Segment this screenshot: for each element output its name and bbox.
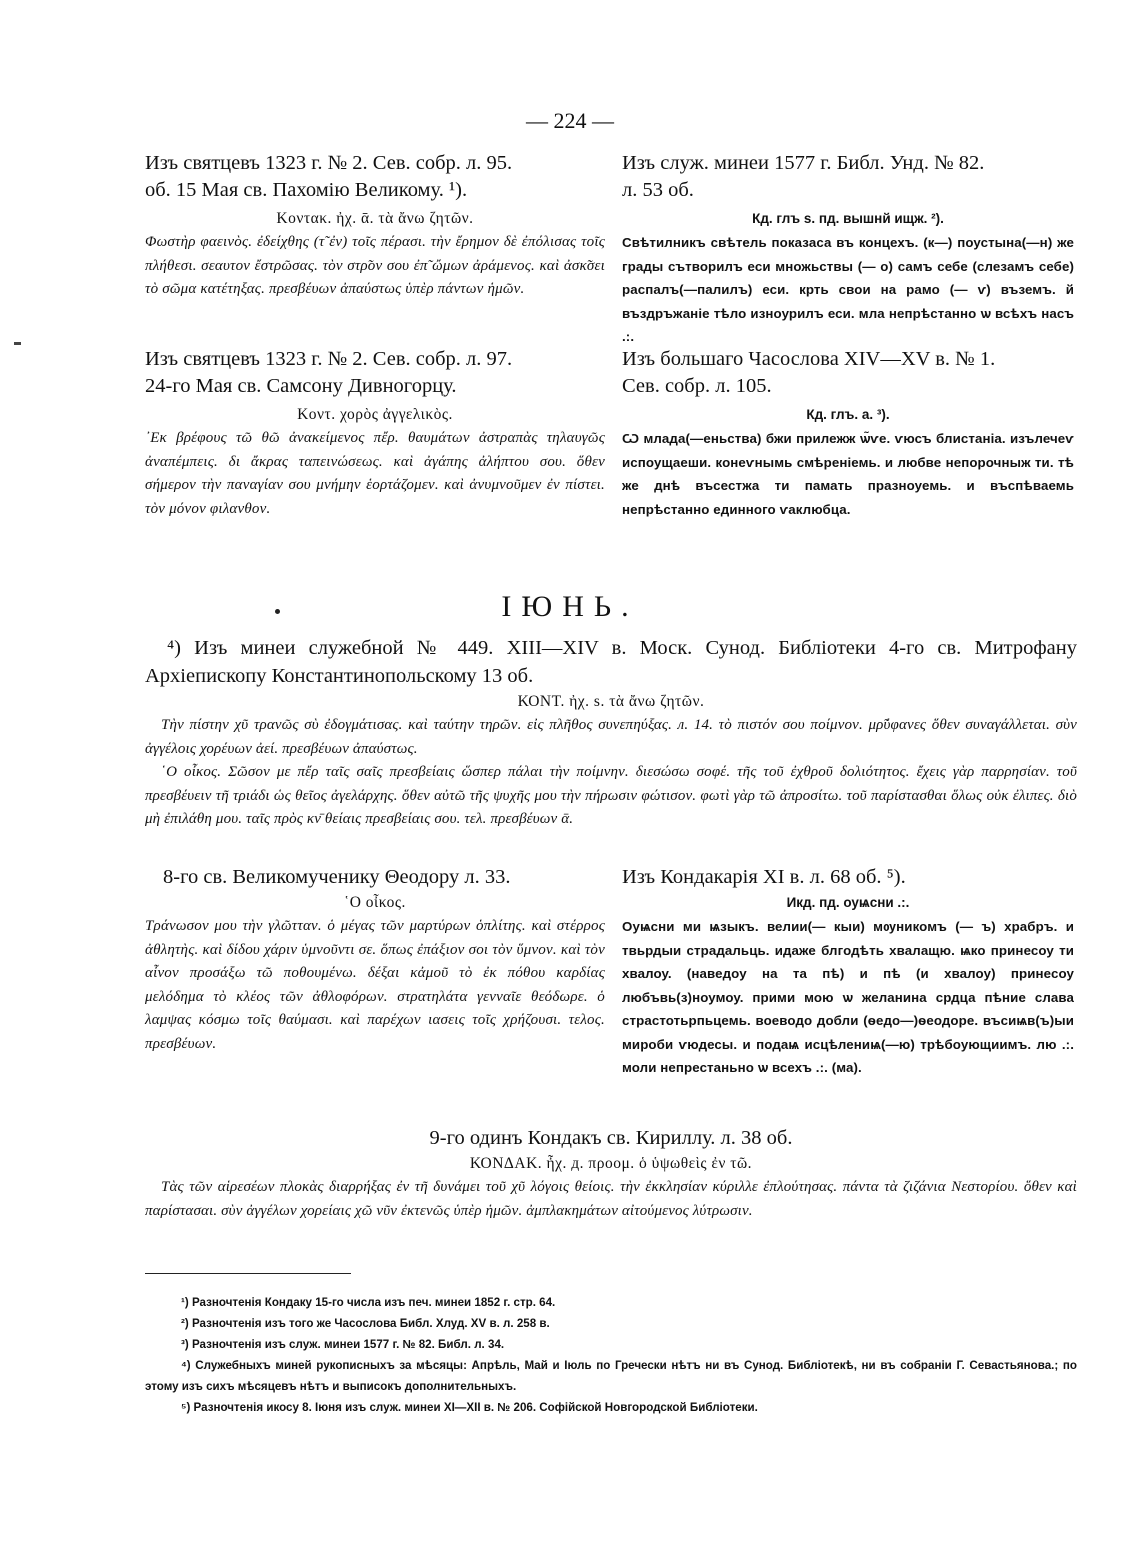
footnote bbox=[145, 1397, 1077, 1418]
entry-subtitle: Κοντ. χορὸς ἀγγελικὸς. bbox=[297, 406, 453, 423]
greek-text: Τράνωσον μου τὴν γλῶτταν. ὁ μέγας τῶν μαρτύρων ὁπλίτης. καὶ στέρρος ἀθλητὴς. καὶ δίδου χάριν ὑμνοῦντι σε. ὅπως ἐπάξιον σοι τὸν ὕμνον. καὶ τὸν αἶνον προσάξω τῶ ποθουμένω. δέξαι κἀμοῦ τὸ ἐκ πόθου καρδίας μελόδημα τὸ κλέος τῶν ἀθλοφόρων. στρατηλάτα γενναῖε θεόδωρε. ὁ λαμψας κόσμω τοῖς θαύμασι. καὶ παρέχων ιασεις τοῖς χρήζουσι. τελος. πρεσβέυων. bbox=[145, 918, 605, 1052]
footnote-rule bbox=[145, 1273, 351, 1274]
slavonic-text: Оуѩсни ми ѩзыкъ. велии(— кыи) мѹникомъ (— ъ) храбръ. и твьрдыи страдальць. идаже блгодѣть хвалащю. ѩко принесоу ти хвалоу. (наведоу на та пѣ) и пѣ (и хвалоу) принесоу любъвь(з)ноумоу. прими мою ѡ желанина срдца пѣние слава страстотьрпьцемь. воеводо добли (ѳедо—)ѳеодоре. въсиѩв(ъ)ыи мироби ѵюдесы. и подаѩ исцѣлениѩ(—ю) трѣбоующиимъ. лю .:. моли непрестаньно ѡ всехъ .:. (ма). bbox=[622, 919, 1074, 1075]
heading-line: Изъ большаго Часослова XIV—XV в. № 1. bbox=[622, 348, 996, 370]
greek-text: ᾿Εκ βρέφους τῶ θῶ ἀνακείμενος πἔρ. θαυμάτων ἀστραπὰς τηλαυγῶς ἀναπέμπεις. δι ἄκρας ταπεινώσεως. καὶ ἀγάπης ἀλήπτου σου. ὅθεν σήμερον τὴν παναγίαν σου μνήμην ἑορτάζομεν. καὶ ἀνυμνοῦμεν ἐν πίστει. τὸν μόνον φιλανθον. bbox=[145, 430, 605, 517]
entry-heading bbox=[145, 150, 605, 204]
footnote-text: Разночтенія икосу 8. Іюня изъ служ. минеи XI—XII в. № 206. Софійской Новгородской Библіотеки. bbox=[193, 1401, 758, 1414]
greek-oikos: ῾Ο οἶκος. Σῶσον με πἔρ ταῖς σαῖς πρεσβείαις ὥσπερ πάλαι τὴν ποίμνην. διεσώσω σοφέ. τῆς τοῦ ἐχθροῦ δολιότητος. ἔχεις γὰρ παρρησίαν. τοῦ πρεσβέυειν τῆ τριάδι ὡς θεῖος ἀγελάρχης. ὅθεν αὐτῶ τῆς ψυχῆς μου τὴν πήρωσιν φώτισον. φωτὶ γὰρ τῶ ἀπροσίτω. τοῦ παρίστασθαι ὅλως οὐκ ἐλιπες. διὸ μὴ ἐπιλάθη μου. ταῖς πρὸς κν̄ θείαις πρεσβείαις σου. τελ. πρεσβέυων ᾱ. bbox=[145, 764, 1077, 828]
entry-subtitle: ῾Ο οἶκος. bbox=[344, 894, 406, 911]
footnote-mark: ⁵) bbox=[181, 1401, 191, 1414]
footnote-mark: ³) bbox=[181, 1338, 189, 1351]
heading-line: ⁴) Изъ минеи служебной № 449. XIII—XIV в. Моск. Сунод. Библіотеки 4-го св. Митрофану bbox=[167, 637, 1077, 659]
footnote-text: Разночтенія Кондаку 15-го числа изъ печ. минеи 1852 г. стр. 64. bbox=[191, 1296, 556, 1309]
entry-heading: 9-го одинъ Кондакъ св. Кириллу. л. 38 об. bbox=[429, 1127, 793, 1149]
slavonic-text: Ѡ млада(—еньства) бжи прилежж ѡ̃ѵе. ѵюсъ блистаніа. изълечеѵ испоущаеши. конеѵнымь смѣреніемь. и любве непорочныж ти. тѣ же днѣ въсестжа ти памать празноуемь. и въспѣваемь непрѣстанно единного ѵаклюбца. bbox=[622, 431, 1074, 517]
footnotes bbox=[145, 1292, 1077, 1418]
slavonic-text: Свѣтилникъ свѣтель показаса въ концехъ. (к—) поустына(—н) же грады сътворилъ еси множьствы (— о) самъ себе (слезамъ себе) распалъ(—палилъ) еси. крть свои на рамо (— ѵ) въземъ. й въздръжаніе тѣло изноурилъ еси. мла непрѣстанно ѡ всѣхъ насъ .:. bbox=[622, 235, 1074, 344]
footnote-mark: ⁴) bbox=[181, 1359, 191, 1372]
month-heading: ІЮНЬ. bbox=[501, 590, 639, 623]
footnote bbox=[145, 1355, 1077, 1397]
entry-heading bbox=[145, 634, 1077, 690]
footnote-text: Разночтенія изъ служ. минеи 1577 г. № 82. Библ. л. 34. bbox=[191, 1338, 505, 1351]
entry-heading bbox=[622, 150, 1074, 204]
entry-subtitle: Икд. пд. оуѩсни .:. bbox=[786, 895, 910, 910]
footnote-mark: ¹) bbox=[181, 1296, 189, 1309]
left-entry-pachomius bbox=[145, 150, 605, 302]
footnote-mark: ²) bbox=[181, 1317, 189, 1330]
heading-line: об. 15 Мая св. Пахомію Великому. ¹). bbox=[145, 179, 468, 201]
footnote-text: Служебныхъ миней рукописныхъ за мѣсяцы: Апрѣль, Май и Іюль по Гречески нѣтъ ни въ Сунод. Библіотекѣ, ни въ собраніи Г. Севастьянова.; по этому изъ сихъ мѣсяцевъ нѣтъ и выписокъ дополнительныхъ. bbox=[145, 1359, 1077, 1393]
heading-line: Архіепископу Константинопольскому 13 об. bbox=[145, 665, 534, 687]
june-entry-kirill bbox=[145, 1124, 1077, 1223]
entry-subtitle: Κοντακ. ἠχ. ᾱ. τὰ ἄνω ζητῶν. bbox=[276, 210, 474, 227]
entry-subtitle: Кд. глъ. а. ³). bbox=[806, 407, 890, 422]
entry-subtitle: Кд. глъ ѕ. пд. вышнй ищж. ²). bbox=[752, 211, 944, 226]
scan-mark bbox=[14, 342, 21, 345]
heading-line: Изъ служ. минеи 1577 г. Библ. Унд. № 82. bbox=[622, 152, 985, 174]
left-entry-samson bbox=[145, 346, 605, 521]
greek-text: Τὰς τῶν αἱρεσέων πλοκὰς διαρρήξας ἐν τῆ δυνάμει τοῦ χῦ λόγοις θείοις. τὴν ἐκκλησίαν κύριλλε ἐπλούτησας. πάντα τὰ ζιζάνια Νεστορίου. ὅθεν καὶ παρίστασαι. σὺν ἀγγέλων χορείαις χῶ νῦν ἐκτενῶς ὑπὲρ ἡμῶν. ἀμπλακημάτων αἰτούμενος λύτρωσιν. bbox=[145, 1179, 1077, 1219]
june-entry-metrophanes bbox=[145, 634, 1077, 832]
entry-heading bbox=[622, 346, 1074, 400]
entry-heading: Изъ Кондакарія XI в. л. 68 об. ⁵). bbox=[622, 866, 906, 888]
entry-subtitle: ΚΟΝΔΑΚ. ἦχ. д. προομ. ὁ ὑψωθεὶς ἐν τῶ. bbox=[469, 1155, 753, 1172]
footnote bbox=[145, 1334, 1077, 1355]
greek-kontakion: Τὴν πίστην χῦ τρανῶς σὺ ἐδογμάτισας. καὶ ταύτην τηρῶν. εἰς πλῆθος συνεπηύξας. л. 14. τὸ πιστόν σου ποίμνον. μρ̃ύφανες ὅθεν συναγάλλεται. σὺν ἀγγέλοις χορέυων ἀεί. πρεσβέυων ἀπαύστως. bbox=[145, 717, 1077, 757]
heading-line: Сев. собр. л. 105. bbox=[622, 375, 772, 397]
heading-line: Изъ святцевъ 1323 г. № 2. Сев. собр. л. 95. bbox=[145, 152, 513, 174]
heading-line: 24-го Мая св. Самсону Дивногорцу. bbox=[145, 375, 457, 397]
entry-subtitle: ΚΟΝΤ. ἠχ. ѕ. τὰ ἄνω ζητῶν. bbox=[517, 693, 705, 710]
footnote-text: Разночтенія изъ того же Часослова Библ. Хлуд. XV в. л. 258 в. bbox=[191, 1317, 550, 1330]
heading-line: л. 53 об. bbox=[622, 179, 694, 201]
left-entry-theodore bbox=[145, 864, 605, 1056]
footnote bbox=[145, 1292, 1077, 1313]
right-entry-kondakary bbox=[622, 864, 1074, 1080]
footnote bbox=[145, 1313, 1077, 1334]
heading-line: Изъ святцевъ 1323 г. № 2. Сев. собр. л. 97. bbox=[145, 348, 513, 370]
greek-text: Φωστὴρ φαεινὸς. ἐδείχθης (τ̃ ἐν) τοῖς πέρασι. τὴν ἔρημον δὲ ἐπόλισας τοῖς πλήθεσι. σεαυτον ἔστρῶσας. τὸν στρ̃ον σου ἐπ̃ ὤμων ἀράμενος. καὶ ἀσκ̃σει τὸ σῶμα κατέτηξας. πρεσβέυων ἀπαύστως ὑπὲρ πάντων ἡμῶν. bbox=[145, 234, 605, 297]
entry-heading: 8-го св. Великомученику Θеодору л. 33. bbox=[163, 866, 511, 888]
right-entry-minaion bbox=[622, 150, 1074, 349]
page-number: — 224 — bbox=[526, 108, 614, 133]
entry-heading bbox=[145, 346, 605, 400]
right-entry-horologion bbox=[622, 346, 1074, 521]
